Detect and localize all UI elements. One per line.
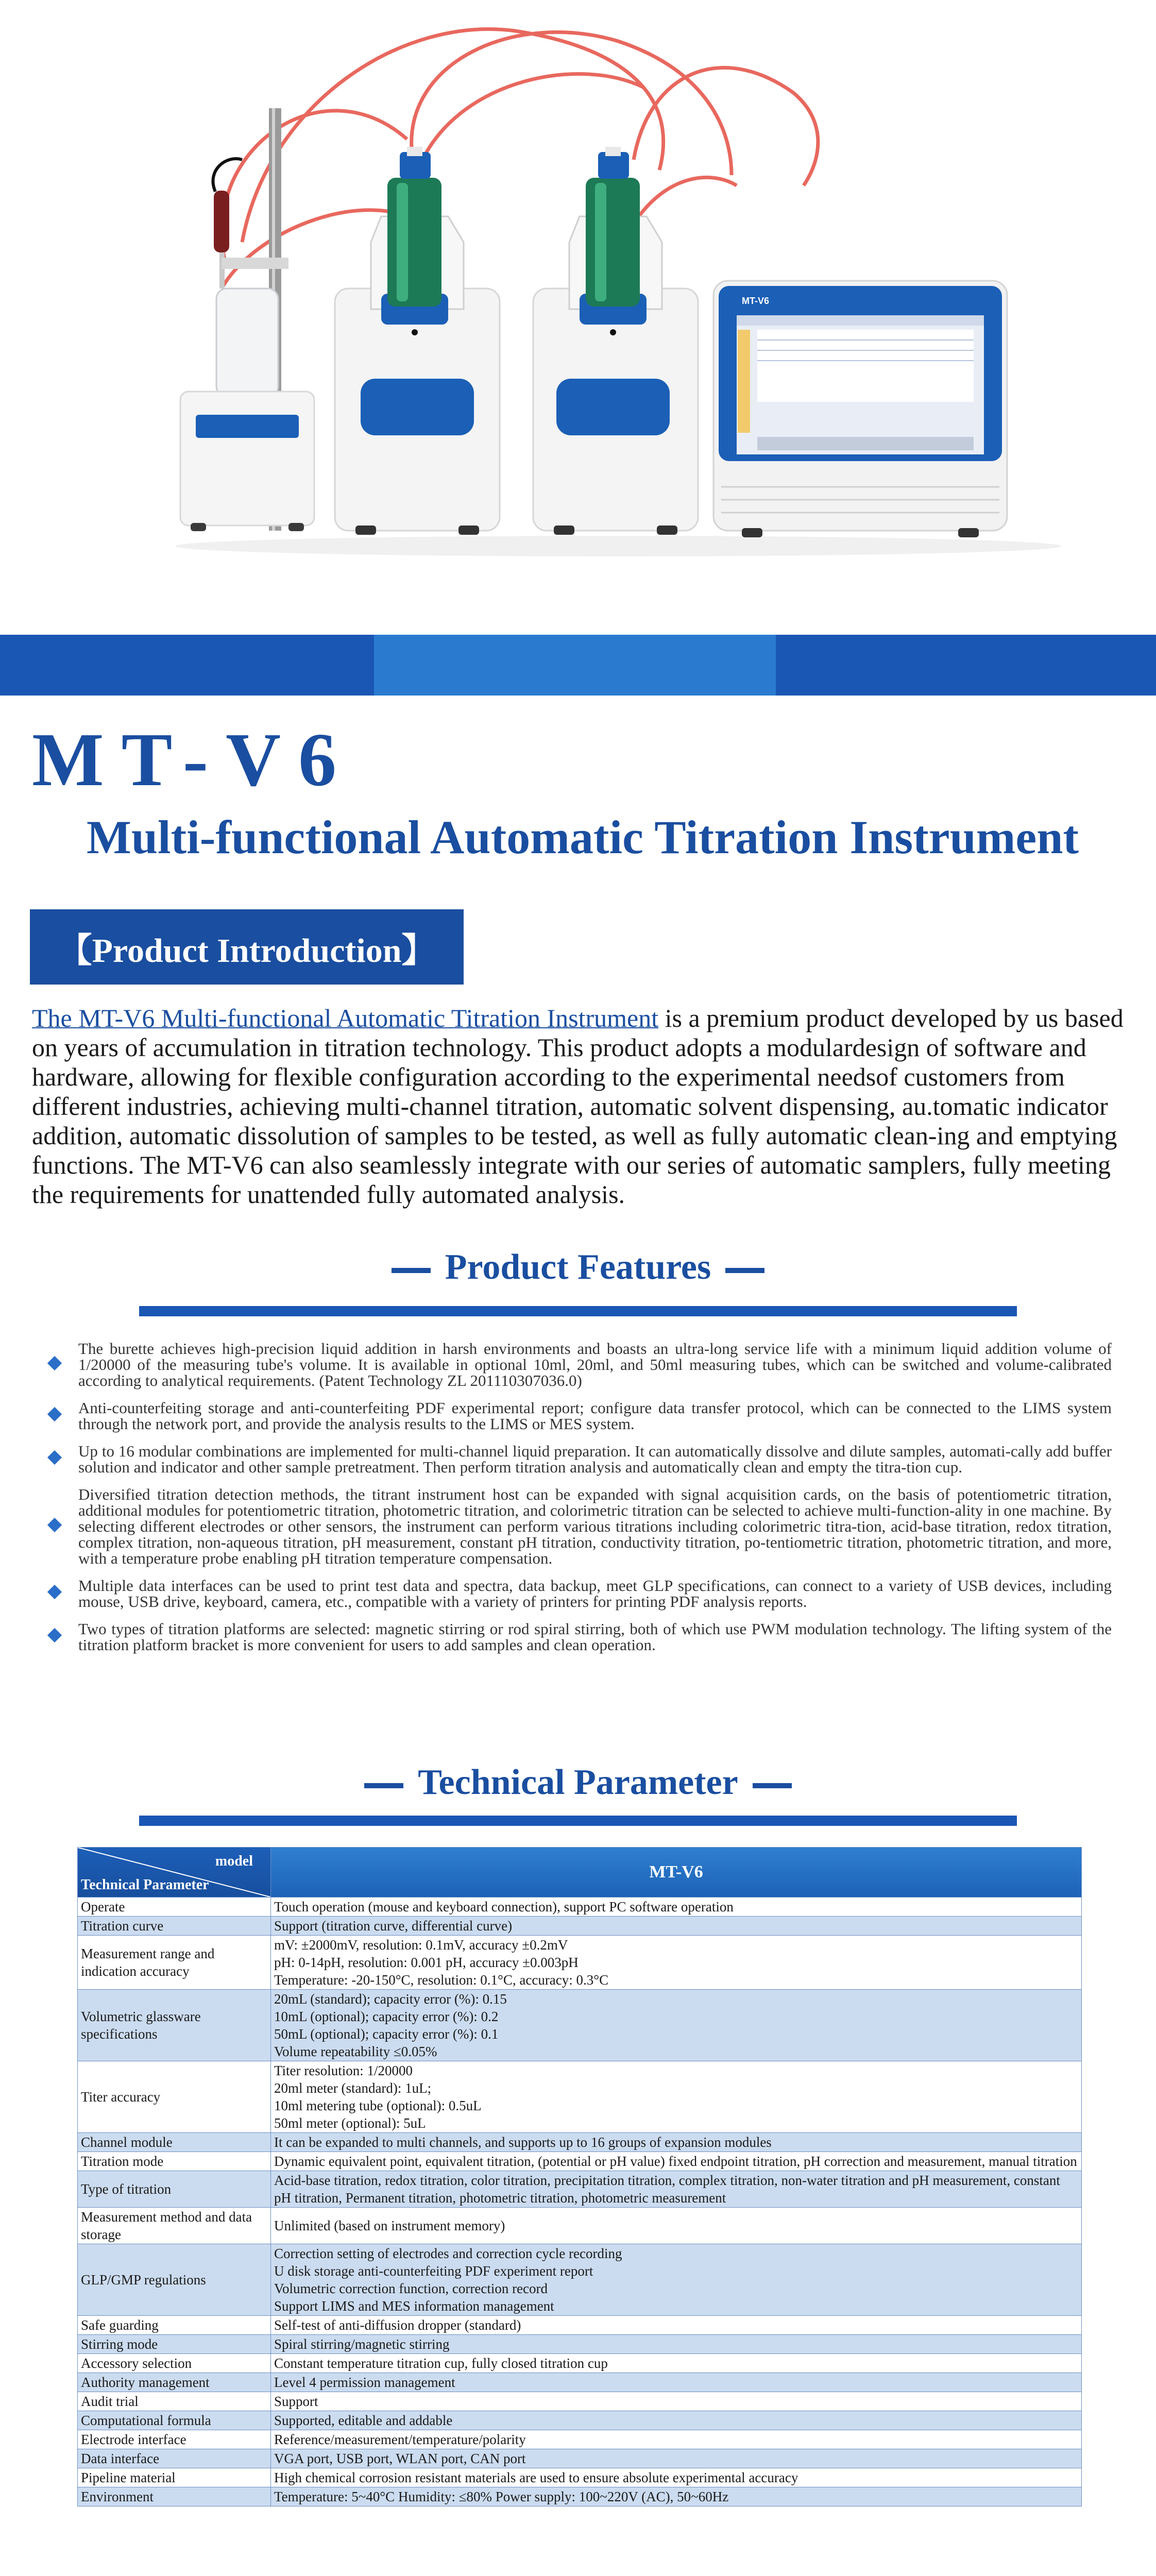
product-introduction-label: 【Product Introduction】: [30, 909, 464, 985]
parameter-value-line: Level 4 permission management: [274, 2375, 455, 2390]
parameter-value-line: Temperature: -20-150°C, resolution: 0.1°C, accuracy: 0.3°C: [274, 1972, 609, 1988]
header-model-value: MT-V6: [271, 1848, 1081, 1897]
parameter-name: GLP/GMP regulations: [78, 2244, 271, 2316]
parameter-value: [271, 2061, 1082, 2133]
parameter-value-line: Volume repeatability ≤0.05%: [274, 2044, 437, 2059]
parameter-value-line: Support: [274, 2394, 318, 2409]
feature-text: Diversified titration detection methods, the titrant instrument host can be expanded with signal acquisition cards, on the basis of potentiometric titration, additional modules for potentiometric titration, photometric titration, and colorimetric titration can be selected to achieve multi-function-ality in one machine. By selecting different electrodes or other sensors, the instrument can perform various titrations including colorimetric titra-tion, acid-base titration, redox titration, complex titration, non-aqueous titration, pH measurement, constant pH titration, conductivity titration, po-tentiometric titration, photometric titration, and more, with a temperature probe enabling pH titration temperature compensation.: [78, 1485, 1112, 1567]
table-row: [78, 2354, 1082, 2373]
parameter-name: Data interface: [78, 2449, 271, 2468]
feature-text: The burette achieves high-precision liquid addition in harsh environments and boasts an ultra-long service life with a minimum liquid addition volume of 1/20000 of the measuring tube's volume. It is available in optional 10ml, 20ml, and 50ml measuring tubes, which can be switched and volume-calibrated according to analytical requirements. (Patent Technology ZL 201110307036.0): [78, 1340, 1112, 1389]
parameter-value-line: 10mL (optional); capacity error (%): 0.2: [274, 2009, 499, 2024]
feature-text: Multiple data interfaces can be used to print test data and spectra, data backup, meet GLP specifications, can connect to a variety of USB devices, including mouse, USB drive, keyboard, camera, etc., compatible with a variety of printers for printing PDF analysis reports.: [78, 1577, 1112, 1611]
parameter-value-line: pH: 0-14pH, resolution: 0.001 pH, accuracy ±0.003pH: [274, 1955, 579, 1970]
parameter-value-line: Dynamic equivalent point, equivalent titration, (potential or pH value) fixed endpoint titration, pH correction and measurement, manual titration: [274, 2154, 1077, 2169]
feature-text: Up to 16 modular combinations are implemented for multi-channel liquid preparation. It can automatically dissolve and dilute samples, automati-cally add buffer solution and indicator and other sample pretreatment. Then perform titration analysis and automatically clean and empty the titra-tion cup.: [78, 1442, 1112, 1476]
intro-body-text: is a premium product developed by us based on years of accumulation in titration technology. This product adopts a modulardesign of software and hardware, allowing for flexible configuration according to the experimental needsof customers from different industries, achieving multi-channel titration, automatic solvent dispensing, au.tomatic indicator addition, automatic dissolution of samples to be tested, as well as fully automatic clean-ing and emptying functions. The MT-V6 can also seamlessly integrate with our series of automatic samplers, fully meeting the requirements for unattended fully automated analysis.: [32, 1004, 1124, 1209]
diamond-bullet-icon: [45, 1403, 71, 1429]
table-row: [78, 2208, 1082, 2244]
product-photo: [0, 0, 1156, 634]
diamond-bullet-icon: [45, 1352, 71, 1378]
parameter-name: Measurement range and indication accuracy: [78, 1936, 271, 1990]
tubing: [222, 29, 818, 289]
parameter-value-line: U disk storage anti-counterfeiting PDF experiment report: [274, 2263, 593, 2279]
table-row: [78, 2152, 1082, 2171]
parameter-name: Environment: [78, 2487, 271, 2506]
features-list: [45, 1341, 1112, 1664]
parameter-value-line: Touch operation (mouse and keyboard connection), support PC software operation: [274, 1899, 734, 1914]
parameter-value: [271, 1897, 1082, 1917]
screen-brand: MT-V6: [742, 296, 770, 306]
parameter-value-line: Volumetric correction function, correction record: [274, 2281, 548, 2296]
technical-underline-bar: [139, 1816, 1017, 1826]
table-row: [78, 1936, 1082, 1990]
burette-module-2: [533, 147, 698, 535]
parameter-value-line: Temperature: 5~40°C Humidity: ≤80% Power supply: 100~220V (AC), 50~60Hz: [274, 2489, 729, 2504]
table-row: [78, 2171, 1082, 2208]
table-row: [78, 2392, 1082, 2411]
feature-item: [45, 1621, 1112, 1653]
diamond-bullet-icon: [45, 1514, 71, 1539]
table-row: [78, 1990, 1082, 2061]
table-row: [78, 2468, 1082, 2487]
header-parameter-label: Technical Parameter: [81, 1877, 209, 1893]
parameter-value-line: Reference/measurement/temperature/polarity: [274, 2432, 526, 2447]
table-row: [78, 1917, 1082, 1936]
parameter-value-line: Spiral stirring/magnetic stirring: [274, 2336, 450, 2352]
features-underline-bar: [139, 1306, 1017, 1316]
parameter-value-line: 10ml metering tube (optional): 0.5uL: [274, 2098, 482, 2113]
header-model-label: model: [215, 1853, 253, 1869]
table-header-row: [78, 1848, 1082, 1897]
parameter-value-line: Supported, editable and addable: [274, 2413, 453, 2428]
feature-item: [45, 1341, 1112, 1388]
parameter-value-line: VGA port, USB port, WLAN port, CAN port: [274, 2451, 526, 2466]
table-row: [78, 1897, 1082, 1917]
parameter-value: [271, 2373, 1082, 2392]
features-heading-text: Product Features: [445, 1247, 711, 1287]
parameter-value: [271, 2171, 1082, 2208]
table-row: [78, 2373, 1082, 2392]
table-row: [78, 2411, 1082, 2430]
product-introduction-text: [32, 1004, 1124, 1209]
parameter-value: [271, 2354, 1082, 2373]
table-row: [78, 2061, 1082, 2133]
feature-item: [45, 1443, 1112, 1475]
model-title: MT-V6: [32, 718, 354, 802]
heading-dash-right: [725, 1268, 764, 1273]
parameter-value-line: It can be expanded to multi channels, and supports up to 16 groups of expansion modules: [274, 2134, 772, 2150]
parameter-value: [271, 1917, 1082, 1936]
diamond-bullet-icon: [45, 1581, 71, 1606]
feature-text: Anti-counterfeiting storage and anti-counterfeiting PDF experimental report; configure data transfer protocol, which can be connected to the LIMS system through the network port, and provide the analysis results to the LIMS or MES system.: [78, 1399, 1112, 1433]
table-row: [78, 2430, 1082, 2449]
parameter-value-line: 50mL (optional); capacity error (%): 0.1: [274, 2026, 499, 2042]
heading-dash-left: [364, 1783, 403, 1788]
parameter-value-line: Self-test of anti-diffusion dropper (standard): [274, 2317, 521, 2333]
parameter-value-line: mV: ±2000mV, resolution: 0.1mV, accuracy ±0.2mV: [274, 1937, 568, 1953]
parameter-name: Channel module: [78, 2133, 271, 2152]
technical-parameter-table: [77, 1847, 1082, 2506]
parameter-value: [271, 2335, 1082, 2354]
parameter-value: [271, 2392, 1082, 2411]
parameter-value-line: 20mL (standard); capacity error (%): 0.15: [274, 1991, 507, 2007]
parameter-value: [271, 1936, 1082, 1990]
intro-lead-text: The MT-V6 Multi-functional Automatic Titration Instrument: [32, 1004, 659, 1032]
feature-item: [45, 1486, 1112, 1566]
heading-dash-left: [392, 1268, 431, 1273]
table-header-value: [271, 1848, 1082, 1897]
feature-item: [45, 1400, 1112, 1432]
parameter-name: Titration curve: [78, 1917, 271, 1936]
touch-screen-host: [713, 281, 1007, 537]
features-heading: [0, 1242, 1156, 1293]
parameter-value-line: Titer resolution: 1/20000: [274, 2063, 413, 2078]
parameter-name: Titration mode: [78, 2152, 271, 2171]
parameter-value: [271, 2468, 1082, 2487]
burette-module-1: [335, 147, 500, 535]
parameter-value: [271, 2411, 1082, 2430]
parameter-value-line: Acid-base titration, redox titration, color titration, precipitation titration, complex titration, non-water titration and pH measurement, constant pH titration, Permanent titration, photometric titration, photometric measurement: [274, 2173, 1060, 2206]
parameter-value: [271, 2208, 1082, 2244]
parameter-value: [271, 1990, 1082, 2061]
parameter-value-line: Support LIMS and MES information management: [274, 2298, 554, 2314]
parameter-name: Operate: [78, 1897, 271, 1917]
parameter-value: [271, 2449, 1082, 2468]
technical-heading: [0, 1757, 1156, 1808]
parameter-value: [271, 2244, 1082, 2316]
parameter-name: Audit trial: [78, 2392, 271, 2411]
parameter-value: [271, 2430, 1082, 2449]
parameter-name: Accessory selection: [78, 2354, 271, 2373]
table-header-corner: [78, 1848, 271, 1897]
parameter-name: Pipeline material: [78, 2468, 271, 2487]
table-row: [78, 2316, 1082, 2335]
parameter-name: Measurement method and data storage: [78, 2208, 271, 2244]
parameter-name: Electrode interface: [78, 2430, 271, 2449]
decorative-band: [0, 635, 1156, 696]
table-row: [78, 2449, 1082, 2468]
parameter-name: Titer accuracy: [78, 2061, 271, 2133]
diamond-bullet-icon: [45, 1624, 71, 1650]
table-row: [78, 2335, 1082, 2354]
parameter-name: Safe guarding: [78, 2316, 271, 2335]
product-name: Multi-functional Automatic Titration Instrument: [87, 811, 1079, 863]
technical-heading-text: Technical Parameter: [418, 1762, 738, 1802]
diamond-bullet-icon: [45, 1446, 71, 1472]
feature-item: [45, 1578, 1112, 1609]
parameter-value-line: Correction setting of electrodes and correction cycle recording: [274, 2246, 622, 2261]
table-row: [78, 2487, 1082, 2506]
parameter-value-line: 50ml meter (optional): 5uL: [274, 2115, 426, 2131]
parameter-value: [271, 2152, 1082, 2171]
heading-dash-right: [753, 1783, 792, 1788]
feature-text: Two types of titration platforms are selected: magnetic stirring or rod spiral stirring, both of which use PWM modulation technology. The lifting system of the titration platform bracket is more convenient for users to add samples and clean operation.: [78, 1620, 1112, 1654]
table-row: [78, 2133, 1082, 2152]
decorative-band-center: [374, 635, 776, 696]
parameter-name: Volumetric glassware specifications: [78, 1990, 271, 2061]
parameter-value-line: Unlimited (based on instrument memory): [274, 2218, 505, 2233]
parameter-name: Computational formula: [78, 2411, 271, 2430]
parameter-value-line: Support (titration curve, differential curve): [274, 1918, 513, 1934]
parameter-name: Type of titration: [78, 2171, 271, 2208]
parameter-value: [271, 2133, 1082, 2152]
titrator-illustration: [0, 0, 1156, 634]
parameter-name: Stirring mode: [78, 2335, 271, 2354]
parameter-value: [271, 2316, 1082, 2335]
parameter-name: Authority management: [78, 2373, 271, 2392]
parameter-value: [271, 2487, 1082, 2506]
parameter-value-line: Constant temperature titration cup, fully closed titration cup: [274, 2355, 608, 2371]
parameter-value-line: High chemical corrosion resistant materials are used to ensure absolute experimental accuracy: [274, 2470, 798, 2485]
parameter-value-line: 20ml meter (standard): 1uL;: [274, 2080, 432, 2096]
table-row: [78, 2244, 1082, 2316]
